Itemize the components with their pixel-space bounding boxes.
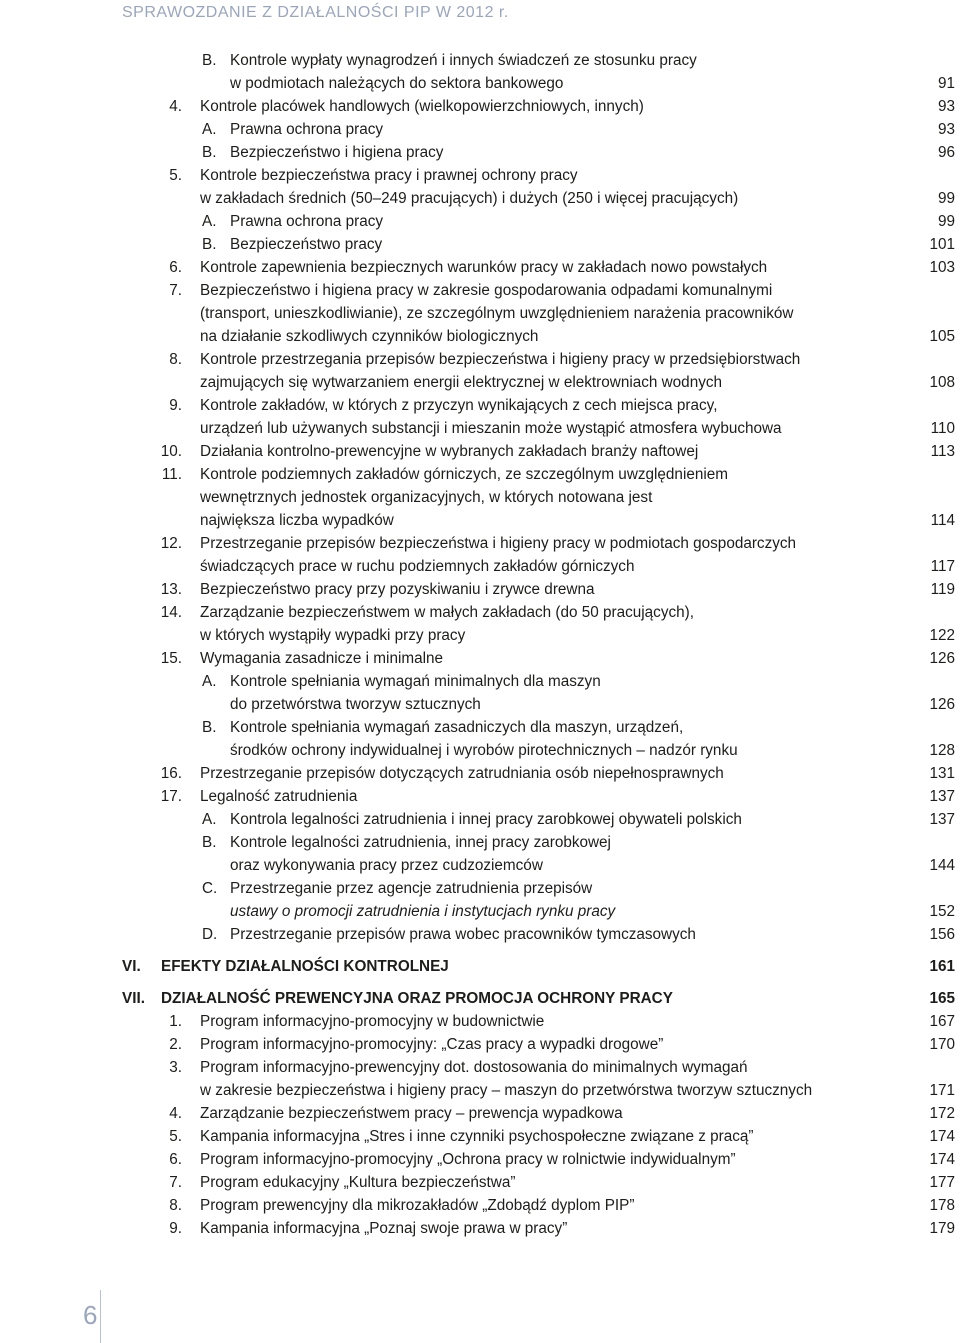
toc-entry-label: 6.: [169, 1151, 182, 1168]
toc-row[interactable]: [0, 1217, 960, 1240]
toc-row[interactable]: [0, 762, 960, 785]
toc-row[interactable]: [0, 601, 960, 624]
toc-row[interactable]: [0, 141, 960, 164]
toc-entry-title: Kontrole zapewnienia bezpiecznych warunków pracy w zakładach nowo powstałych: [200, 259, 768, 276]
toc-entry-page: 93: [937, 121, 955, 138]
toc-row[interactable]: [0, 1010, 960, 1033]
toc-entry-page: 126: [929, 650, 955, 667]
toc-row[interactable]: [0, 417, 960, 440]
toc-entry-label: VI.: [122, 958, 141, 975]
toc-entry-title: Kontrole wypłaty wynagrodzeń i innych świadczeń ze stosunku pracy: [230, 52, 697, 69]
toc-row[interactable]: [0, 854, 960, 877]
toc-entry-title: świadczących prace w ruchu podziemnych zakładów górniczych: [200, 558, 635, 575]
toc-entry-title: w zakładach średnich (50–249 pracujących) i dużych (250 i więcej pracujących): [200, 190, 739, 207]
toc-row[interactable]: [0, 877, 960, 900]
toc-entry-title: Program edukacyjny „Kultura bezpieczeństwa”: [200, 1174, 516, 1191]
toc-entry-page: 126: [929, 696, 955, 713]
toc-entry-page: 137: [929, 811, 955, 828]
toc-entry-title: Kontrole podziemnych zakładów górniczych, ze szczególnym uwzględnieniem: [200, 466, 729, 483]
toc-entry-title: Bezpieczeństwo i higiena pracy: [230, 144, 444, 161]
toc-entry-label: A.: [202, 673, 217, 690]
toc-entry-title: ustawy o promocji zatrudnienia i instytucjach rynku pracy: [230, 903, 616, 920]
toc-entry-label: 4.: [169, 98, 182, 115]
toc-entry-label: 14.: [160, 604, 182, 621]
toc-row[interactable]: [0, 440, 960, 463]
toc-entry-title: Legalność zatrudnienia: [200, 788, 358, 805]
toc-row[interactable]: [0, 486, 960, 509]
toc-entry-title: Bezpieczeństwo i higiena pracy w zakresie gospodarowania odpadami komunalnymi: [200, 282, 773, 299]
toc-entry-title: Kontrole spełniania wymagań minimalnych dla maszyn: [230, 673, 601, 690]
toc-row[interactable]: [0, 1056, 960, 1079]
toc-entry-label: A.: [202, 121, 217, 138]
toc-row[interactable]: [0, 233, 960, 256]
toc-entry-page: 171: [929, 1082, 955, 1099]
toc-entry-label: 5.: [169, 167, 182, 184]
toc-row[interactable]: [0, 1033, 960, 1056]
toc-row[interactable]: [0, 900, 960, 923]
toc-entry-page: 93: [937, 98, 955, 115]
toc-entry-page: 156: [929, 926, 955, 943]
toc-entry-page: 174: [929, 1128, 955, 1145]
toc-row[interactable]: [0, 164, 960, 187]
toc-entry-label: B.: [202, 52, 217, 69]
toc-entry-title: Zarządzanie bezpieczeństwem pracy – prewencja wypadkowa: [200, 1105, 623, 1122]
toc-entry-title: Kontrole bezpieczeństwa pracy i prawnej ochrony pracy: [200, 167, 578, 184]
toc-entry-title: w których wystąpiły wypadki przy pracy: [200, 627, 466, 644]
toc-row[interactable]: [0, 1171, 960, 1194]
toc-entry-label: 4.: [169, 1105, 182, 1122]
toc-entry-title: Program informacyjno-prewencyjny dot. dostosowania do minimalnych wymagań: [200, 1059, 748, 1076]
toc-entry-label: D.: [202, 926, 218, 943]
toc-entry-label: 9.: [169, 397, 182, 414]
table-of-contents: [0, 49, 960, 1240]
toc-row[interactable]: [0, 624, 960, 647]
toc-row[interactable]: [0, 49, 960, 72]
toc-entry-label: VII.: [122, 990, 145, 1007]
toc-entry-title: największa liczba wypadków: [200, 512, 394, 529]
section-gap: [0, 946, 960, 955]
toc-entry-title: Prawna ochrona pracy: [230, 213, 384, 230]
toc-entry-page: 114: [930, 512, 955, 529]
toc-entry-page: 137: [929, 788, 955, 805]
toc-entry-title: Zarządzanie bezpieczeństwem w małych zakładach (do 50 pracujących),: [200, 604, 694, 621]
toc-entry-label: 11.: [161, 466, 182, 483]
toc-entry-title: Kontrole legalności zatrudnienia, innej pracy zarobkowej: [230, 834, 611, 851]
toc-row[interactable]: [0, 1125, 960, 1148]
toc-entry-title: Kampania informacyjna „Stres i inne czynniki psychospołeczne związane z pracą”: [200, 1128, 754, 1145]
toc-entry-title: Prawna ochrona pracy: [230, 121, 384, 138]
page-number: 6: [83, 1300, 98, 1330]
toc-row[interactable]: [0, 739, 960, 762]
toc-row[interactable]: [0, 210, 960, 233]
toc-entry-title: Przestrzeganie przepisów dotyczących zatrudniania osób niepełnosprawnych: [200, 765, 724, 782]
toc-entry-label: 10.: [160, 443, 182, 460]
toc-entry-title: Kontrole placówek handlowych (wielkopowierzchniowych, innych): [200, 98, 644, 115]
toc-entry-page: 96: [937, 144, 955, 161]
toc-row[interactable]: [0, 371, 960, 394]
toc-entry-page: 174: [929, 1151, 955, 1168]
toc-entry-label: 3.: [169, 1059, 182, 1076]
toc-entry-title: (transport, unieszkodliwianie), ze szczególnym uwzględnieniem narażenia pracowników: [200, 305, 794, 322]
toc-row[interactable]: [0, 394, 960, 417]
toc-entry-page: 172: [929, 1105, 955, 1122]
toc-entry-label: 1.: [169, 1013, 182, 1030]
toc-row[interactable]: [0, 279, 960, 302]
toc-entry-page: 131: [929, 765, 955, 782]
toc-entry-page: 152: [929, 903, 955, 920]
toc-entry-label: B.: [202, 144, 217, 161]
toc-entry-title: Program informacyjno-promocyjny w budownictwie: [200, 1013, 545, 1030]
toc-entry-page: 113: [930, 443, 955, 460]
toc-row[interactable]: [0, 578, 960, 601]
toc-entry-title: środków ochrony indywidualnej i wyrobów pirotechnicznych – nadzór rynku: [230, 742, 738, 759]
toc-entry-label: B.: [202, 236, 217, 253]
toc-entry-page: 144: [929, 857, 955, 874]
running-header: SPRAWOZDANIE Z DZIAŁALNOŚCI PIP W 2012 r.: [122, 4, 509, 21]
toc-row[interactable]: [0, 463, 960, 486]
toc-row[interactable]: [0, 555, 960, 578]
toc-entry-title: na działanie szkodliwych czynników biologicznych: [200, 328, 539, 345]
toc-row[interactable]: [0, 72, 960, 95]
toc-entry-label: 15.: [160, 650, 182, 667]
margin-rule: [100, 1290, 101, 1343]
toc-row[interactable]: [0, 95, 960, 118]
toc-entry-title: zajmujących się wytwarzaniem energii elektrycznej w elektrowniach wodnych: [200, 374, 723, 391]
toc-entry-title: Bezpieczeństwo pracy: [230, 236, 383, 253]
toc-row[interactable]: [0, 325, 960, 348]
toc-entry-label: A.: [202, 213, 217, 230]
toc-entry-page: 117: [930, 558, 955, 575]
toc-entry-title: Kontrole przestrzegania przepisów bezpieczeństwa i higieny pracy w przedsiębiorstwach: [200, 351, 801, 368]
toc-row[interactable]: [0, 1079, 960, 1102]
toc-entry-title: Kontrole zakładów, w których z przyczyn wynikających z cech miejsca pracy,: [200, 397, 718, 414]
toc-entry-title: Wymagania zasadnicze i minimalne: [200, 650, 444, 667]
toc-row[interactable]: [0, 1148, 960, 1171]
toc-entry-label: C.: [202, 880, 218, 897]
toc-row[interactable]: [0, 831, 960, 854]
toc-entry-title: w zakresie bezpieczeństwa i higieny pracy – maszyn do przetwórstwa tworzyw sztucznych: [200, 1082, 813, 1099]
toc-entry-page: 161: [929, 958, 955, 975]
toc-entry-label: 8.: [169, 1197, 182, 1214]
toc-entry-page: 110: [930, 420, 955, 437]
toc-row[interactable]: [0, 187, 960, 210]
toc-row[interactable]: [0, 348, 960, 371]
toc-entry-page: 103: [929, 259, 955, 276]
toc-row[interactable]: [0, 302, 960, 325]
toc-row[interactable]: [0, 647, 960, 670]
toc-entry-title: wewnętrznych jednostek organizacyjnych, w których notowana jest: [200, 489, 653, 506]
toc-entry-label: 9.: [169, 1220, 182, 1237]
toc-entry-label: 17.: [160, 788, 182, 805]
toc-entry-page: 119: [930, 581, 955, 598]
toc-entry-page: 91: [937, 75, 955, 92]
toc-row[interactable]: [0, 716, 960, 739]
toc-entry-title: Program informacyjno-promocyjny: „Czas pracy a wypadki drogowe”: [200, 1036, 664, 1053]
toc-entry-page: 170: [929, 1036, 955, 1053]
toc-entry-title: Działania kontrolno-prewencyjne w wybranych zakładach branży naftowej: [200, 443, 699, 460]
toc-row[interactable]: [0, 509, 960, 532]
toc-entry-label: 5.: [169, 1128, 182, 1145]
toc-row[interactable]: [0, 923, 960, 946]
toc-entry-page: 105: [929, 328, 955, 345]
toc-entry-page: 128: [929, 742, 955, 759]
toc-entry-title: EFEKTY DZIAŁALNOŚCI KONTROLNEJ: [161, 958, 449, 975]
toc-entry-label: A.: [202, 811, 217, 828]
toc-section-row[interactable]: [0, 987, 960, 1010]
toc-entry-title: oraz wykonywania pracy przez cudzoziemców: [230, 857, 543, 874]
toc-entry-title: Bezpieczeństwo pracy przy pozyskiwaniu i zrywce drewna: [200, 581, 595, 598]
toc-entry-label: 6.: [169, 259, 182, 276]
toc-entry-title: DZIAŁALNOŚĆ PREWENCYJNA ORAZ PROMOCJA OCHRONY PRACY: [161, 990, 673, 1007]
toc-entry-title: Kontrole spełniania wymagań zasadniczych dla maszyn, urządzeń,: [230, 719, 684, 736]
toc-section-row[interactable]: [0, 955, 960, 978]
toc-row[interactable]: [0, 1102, 960, 1125]
toc-entry-title: do przetwórstwa tworzyw sztucznych: [230, 696, 481, 713]
toc-entry-label: 13.: [160, 581, 182, 598]
toc-entry-title: urządzeń lub używanych substancji i mieszanin może wystąpić atmosfera wybuchowa: [200, 420, 782, 437]
toc-row[interactable]: [0, 256, 960, 279]
toc-entry-page: 167: [929, 1013, 955, 1030]
toc-entry-title: Przestrzeganie przepisów prawa wobec pracowników tymczasowych: [230, 926, 696, 943]
toc-row[interactable]: [0, 785, 960, 808]
toc-row[interactable]: [0, 118, 960, 141]
toc-row[interactable]: [0, 670, 960, 693]
toc-row[interactable]: [0, 693, 960, 716]
toc-entry-title: Program prewencyjny dla mikrozakładów „Zdobądź dyplom PIP”: [200, 1197, 635, 1214]
toc-entry-label: 8.: [169, 351, 182, 368]
toc-entry-title: w podmiotach należących do sektora bankowego: [230, 75, 564, 92]
toc-entry-page: 177: [929, 1174, 955, 1191]
toc-row[interactable]: [0, 532, 960, 555]
toc-entry-label: B.: [202, 834, 217, 851]
toc-entry-page: 108: [929, 374, 955, 391]
toc-entry-page: 178: [929, 1197, 955, 1214]
toc-entry-page: 101: [929, 236, 955, 253]
toc-entry-title: Kontrola legalności zatrudnienia i innej pracy zarobkowej obywateli polskich: [230, 811, 742, 828]
toc-entry-page: 165: [929, 990, 955, 1007]
toc-entry-page: 99: [937, 190, 955, 207]
toc-entry-label: 7.: [169, 1174, 182, 1191]
toc-entry-title: Przestrzeganie przepisów bezpieczeństwa i higieny pracy w podmiotach gospodarczych: [200, 535, 797, 552]
toc-entry-label: 7.: [169, 282, 182, 299]
section-gap: [0, 978, 960, 987]
toc-row[interactable]: [0, 1194, 960, 1217]
toc-entry-page: 99: [937, 213, 955, 230]
toc-row[interactable]: [0, 808, 960, 831]
toc-entry-label: B.: [202, 719, 217, 736]
toc-entry-title: Program informacyjno-promocyjny „Ochrona pracy w rolnictwie indywidualnym”: [200, 1151, 736, 1168]
toc-entry-label: 16.: [160, 765, 182, 782]
toc-entry-label: 2.: [169, 1036, 182, 1053]
toc-entry-page: 122: [929, 627, 955, 644]
toc-entry-label: 12.: [160, 535, 182, 552]
toc-entry-title: Kampania informacyjna „Poznaj swoje prawa w pracy”: [200, 1220, 568, 1237]
toc-entry-page: 179: [929, 1220, 955, 1237]
toc-entry-title: Przestrzeganie przez agencje zatrudnienia przepisów: [230, 880, 593, 897]
